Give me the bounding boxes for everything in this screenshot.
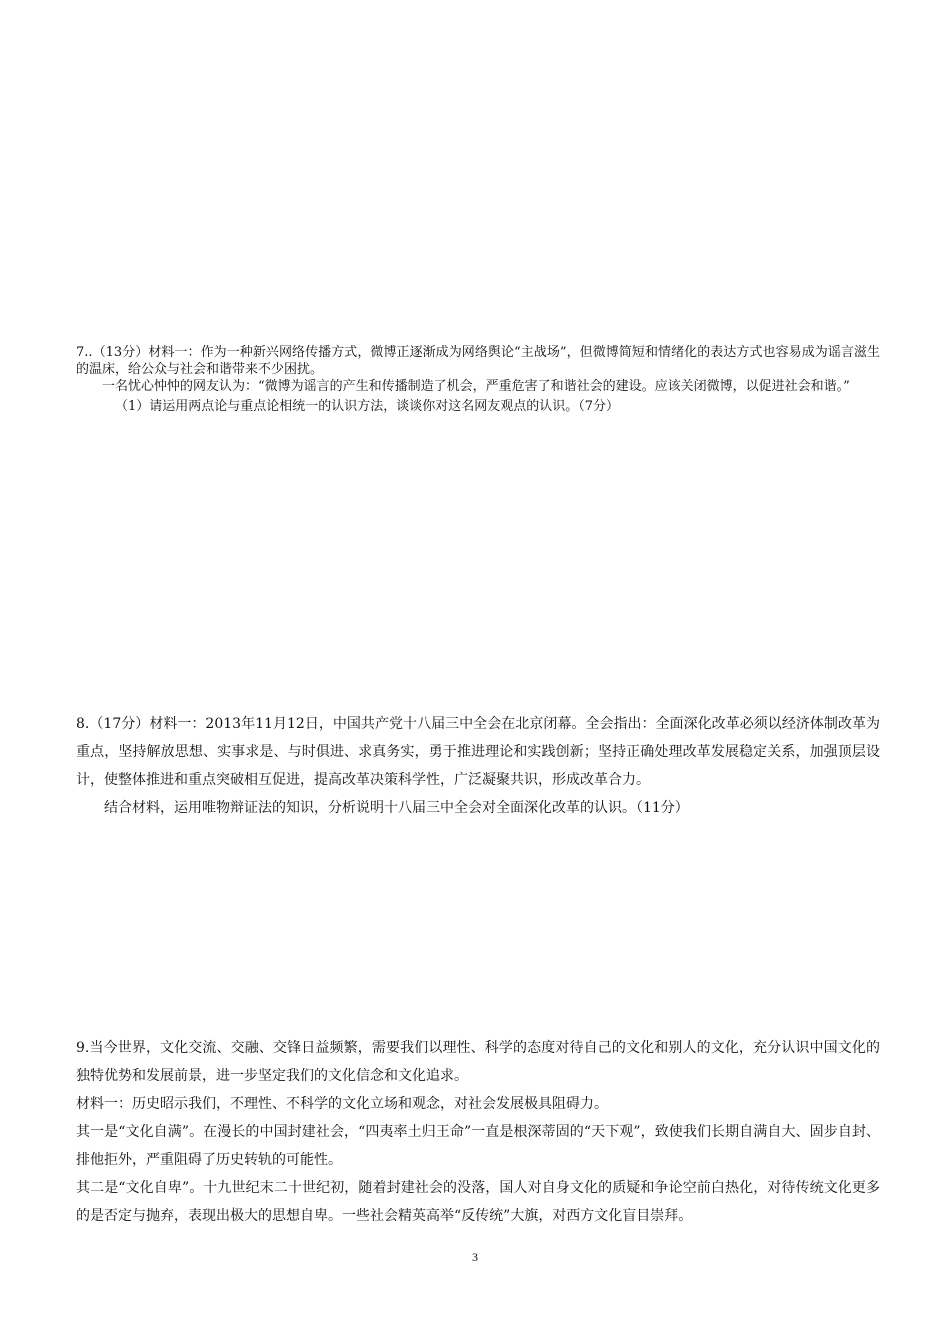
question-9-point-2: 其二是“文化自卑”。十九世纪末二十世纪初，随着封建社会的没落，国人对自身文化的质疑和争论空前白热化，对待传统文化更多的是否定与抛弃，表现出极大的思想自卑。一些社会精英高举“反传统”大旗，对西方文化盲目崇拜。 (76, 1180, 880, 1224)
question-9-point-1: 其一是“文化自满”。在漫长的中国封建社会，“四夷率土归王命”一直是根深蒂固的“天下观”，致使我们长期自满自大、固步自封、排他拒外，严重阻碍了历史转轨的可能性。 (76, 1124, 880, 1168)
question-7 (76, 344, 880, 415)
question-9-intro: 9.当今世界，文化交流、交融、交锋日益频繁，需要我们以理性、科学的态度对待自己的文化和别人的文化，充分认识中国文化的独特优势和发展前景，进一步坚定我们的文化信念和文化追求。 (76, 1040, 880, 1084)
question-9 (76, 1034, 880, 1230)
page-number: 3 (472, 1250, 478, 1264)
question-8 (76, 710, 880, 822)
question-7-netizen-view: 一名忧心忡忡的网友认为：“微博为谣言的产生和传播制造了机会，严重危害了和谐社会的建设。应该关闭微博，以促进社会和谐。” (102, 379, 850, 394)
question-8-task: 结合材料，运用唯物辩证法的知识，分析说明十八届三中全会对全面深化改革的认识。（11分） (104, 800, 689, 816)
question-7-subquestion-1: （1）请运用两点论与重点论相统一的认识方法，谈谈你对这名网友观点的认识。（7分） (115, 399, 620, 414)
question-9-material-1: 材料一：历史昭示我们，不理性、不科学的文化立场和观念，对社会发展极具阻碍力。 (76, 1096, 608, 1112)
question-7-material-1: 7..（13分）材料一：作为一种新兴网络传播方式，微博正逐渐成为网络舆论“主战场”，但微博简短和情绪化的表达方式也容易成为谣言滋生的温床，给公众与社会和谐带来不少困扰。 (76, 345, 880, 377)
question-8-material-1: 8.（17分）材料一：2013年11月12日，中国共产党十八届三中全会在北京闭幕。全会指出：全面深化改革必须以经济体制改革为重点，坚持解放思想、实事求是、与时俱进、求真务实，勇于推进理论和实践创新；坚持正确处理改革发展稳定关系，加强顶层设计，使整体推进和重点突破相互促进，提高改革决策科学性，广泛凝聚共识，形成改革合力。 (76, 716, 880, 788)
